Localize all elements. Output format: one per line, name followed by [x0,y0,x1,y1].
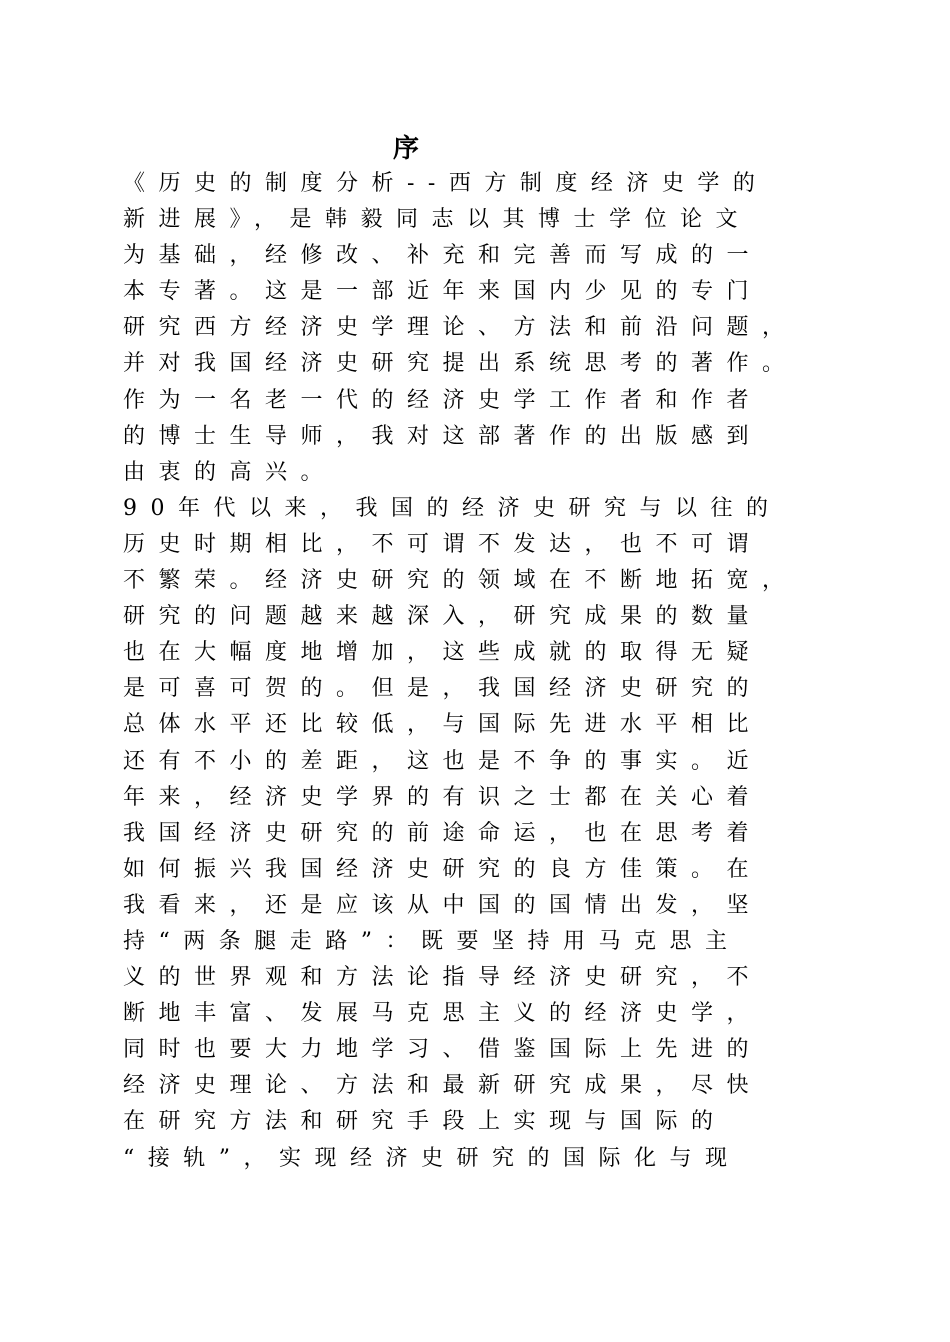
text-line: 也在大幅度地增加，这些成就的取得无疑 [123,640,763,666]
text-line: 由衷的高兴。 [123,459,337,485]
text-line: 本专著。这是一部近年来国内少见的专门 [123,279,763,305]
text-line: 90年代以来，我国的经济史研究与以往的 [123,495,782,521]
text-line: 我看来，还是应该从中国的国情出发，坚 [123,892,763,918]
text-line: 并对我国经济史研究提出系统思考的著作。 [123,351,798,377]
text-line: 为基础，经修改、补充和完善而写成的一 [123,243,763,269]
text-line: 《历史的制度分析--西方制度经济史学的 [123,171,769,196]
text-line: 在研究方法和研究手段上实现与国际的 [123,1109,727,1135]
text-line: 持“两条腿走路”：既要坚持用马克思主 [123,928,741,954]
text-line: “接轨”，实现经济史研究的国际化与现 [123,1145,741,1171]
text-line: 同时也要大力地学习、借鉴国际上先进的 [123,1037,763,1063]
text-line: 不繁荣。经济史研究的领域在不断地拓宽， [123,568,798,594]
text-line: 研究西方经济史学理论、方法和前沿问题， [123,315,798,341]
body-text [123,166,883,1177]
text-line: 还有不小的差距，这也是不争的事实。近 [123,748,763,774]
text-line: 历史时期相比，不可谓不发达，也不可谓 [123,531,763,557]
text-line: 经济史理论、方法和最新研究成果，尽快 [123,1073,763,1099]
text-line: 我国经济史研究的前途命运，也在思考着 [123,820,763,846]
text-line: 新进展》，是韩毅同志以其博士学位论文 [123,207,752,233]
text-line: 作为一名老一代的经济史学工作者和作者 [123,387,763,413]
text-line: 年来，经济史学界的有识之士都在关心着 [123,784,763,810]
text-line: 是可喜可贺的。但是，我国经济史研究的 [123,676,763,702]
text-line: 总体水平还比较低，与国际先进水平相比 [123,712,763,738]
text-line: 如何振兴我国经济史研究的良方佳策。在 [123,856,763,882]
text-line: 义的世界观和方法论指导经济史研究，不 [123,965,763,991]
text-line: 断地丰富、发展马克思主义的经济史学， [123,1001,763,1027]
text-line: 研究的问题越来越深入，研究成果的数量 [123,604,763,630]
page-title: 序 [393,134,420,164]
text-line: 的博士生导师，我对这部著作的出版感到 [123,423,763,449]
